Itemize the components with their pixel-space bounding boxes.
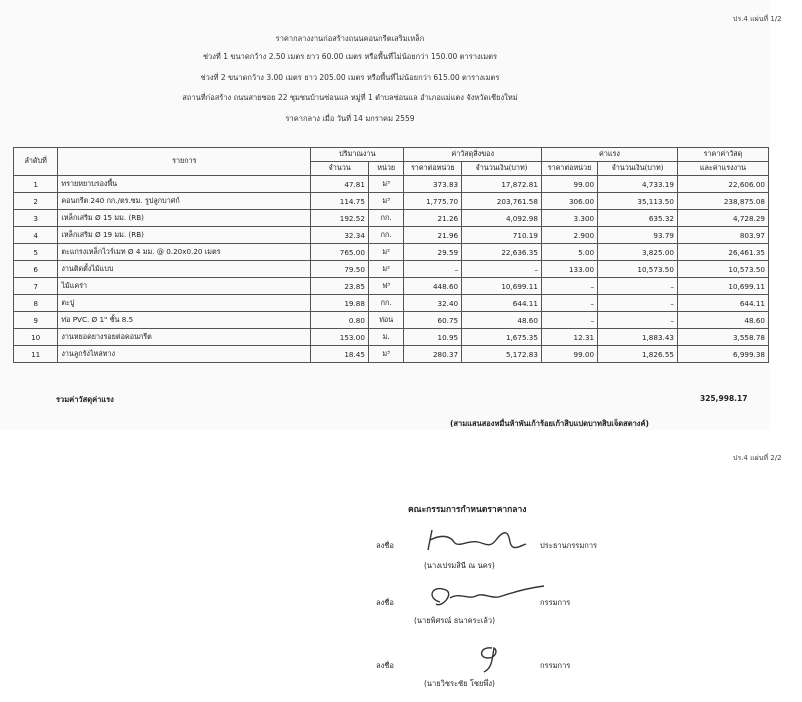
row-mat-price: 60.75 — [404, 312, 462, 329]
row-mat-amount: 5,172.83 — [462, 346, 542, 363]
row-lab-amount: 93.79 — [598, 227, 678, 244]
header-no: ลำดับที่ — [14, 148, 58, 176]
row-qty: 32.34 — [311, 227, 369, 244]
row-unit: กก. — [368, 227, 403, 244]
row-lab-amount: – — [598, 312, 678, 329]
row-item: งานติดตั้งไม้แบบ — [58, 261, 311, 278]
row-total: 26,461.35 — [677, 244, 768, 261]
row-mat-price: 1,775.70 — [404, 193, 462, 210]
row-mat-price: 280.37 — [404, 346, 462, 363]
row-lab-price: – — [541, 312, 597, 329]
row-mat-amount: 22,636.35 — [462, 244, 542, 261]
row-no: 7 — [14, 278, 58, 295]
row-unit: ม³ — [368, 176, 403, 193]
committee-title: คณะกรรมการกำหนดราคากลาง — [408, 505, 527, 515]
row-total: 803.97 — [677, 227, 768, 244]
row-total: 6,999.38 — [677, 346, 768, 363]
row-lab-amount: 3,825.00 — [598, 244, 678, 261]
row-lab-price: – — [541, 278, 597, 295]
row-total: 10,573.50 — [677, 261, 768, 278]
row-unit: ม³ — [368, 193, 403, 210]
header-total-2: และค่าแรงงาน — [677, 162, 768, 176]
row-lab-price: 5.00 — [541, 244, 597, 261]
row-lab-amount: 1,826.55 — [598, 346, 678, 363]
row-unit: ฟ³ — [368, 278, 403, 295]
header-quantity: ปริมาณงาน — [311, 148, 404, 162]
row-mat-amount: – — [462, 261, 542, 278]
row-mat-price: 373.83 — [404, 176, 462, 193]
table-row — [14, 346, 769, 363]
row-lab-price: 12.31 — [541, 329, 597, 346]
signature-3 — [470, 640, 510, 676]
row-mat-amount: 4,092.98 — [462, 210, 542, 227]
table-row — [14, 295, 769, 312]
sign-label-2: ลงชื่อ — [376, 598, 394, 607]
signer-role-2: กรรมการ — [540, 598, 571, 607]
table-row — [14, 176, 769, 193]
table-row — [14, 244, 769, 261]
row-unit: ท่อน — [368, 312, 403, 329]
row-mat-amount: 48.60 — [462, 312, 542, 329]
total-label: รวมค่าวัสดุค่าแรง — [56, 395, 114, 404]
row-item: ตะปู — [58, 295, 311, 312]
signer-role-1: ประธานกรรมการ — [540, 541, 598, 550]
row-mat-price: 448.60 — [404, 278, 462, 295]
header-labour: ค่าแรง — [541, 148, 677, 162]
signer-name-2: (นายพิศรณ์ ธนาคระเล้ว) — [414, 616, 496, 625]
row-lab-amount: – — [598, 295, 678, 312]
row-lab-amount: 10,573.50 — [598, 261, 678, 278]
row-lab-amount: 4,733.19 — [598, 176, 678, 193]
row-qty: 19.88 — [311, 295, 369, 312]
row-lab-price: 133.00 — [541, 261, 597, 278]
document-title: ราคากลางงานก่อสร้างถนนคอนกรีตเสริมเหล็ก — [275, 34, 425, 43]
table-row — [14, 210, 769, 227]
signature-1 — [420, 522, 530, 558]
row-mat-amount: 17,872.81 — [462, 176, 542, 193]
sign-label-1: ลงชื่อ — [376, 541, 394, 550]
header-lab-amount: จำนวนเงิน(บาท) — [598, 162, 678, 176]
header-qty-unit: หน่วย — [368, 162, 403, 176]
date-line: ราคากลาง เมื่อ วันที่ 14 มกราคม 2559 — [285, 114, 415, 123]
page-number-2: ปร.4 แผ่นที่ 2/2 — [733, 454, 782, 462]
row-qty: 765.00 — [311, 244, 369, 261]
row-unit: ม² — [368, 244, 403, 261]
page-number: ปร.4 แผ่นที่ 1/2 — [733, 15, 782, 23]
table-row — [14, 312, 769, 329]
cost-table — [13, 147, 769, 363]
section-1-line: ช่วงที่ 1 ขนาดกว้าง 2.50 เมตร ยาว 60.00 เมตร หรือพื้นที่ไม่น้อยกว่า 150.00 ตารางเมตร — [202, 52, 498, 61]
row-item: ท่อ PVC. Ø 1" ชั้น 8.5 — [58, 312, 311, 329]
row-total: 238,875.08 — [677, 193, 768, 210]
row-lab-price: 3.300 — [541, 210, 597, 227]
row-no: 3 — [14, 210, 58, 227]
row-lab-amount: – — [598, 278, 678, 295]
row-no: 8 — [14, 295, 58, 312]
header-mat-unit-price: ราคาต่อหน่วย — [404, 162, 462, 176]
row-qty: 23.85 — [311, 278, 369, 295]
total-in-words: (สามแสนสองหมื่นห้าพันเก้าร้อยเก้าสิบแปดบาทสิบเจ็ดสตางค์) — [450, 419, 649, 428]
row-total: 3,558.78 — [677, 329, 768, 346]
row-mat-price: – — [404, 261, 462, 278]
row-mat-amount: 710.19 — [462, 227, 542, 244]
row-unit: ม. — [368, 329, 403, 346]
row-item: เหล็กเสริม Ø 19 มม. (RB) — [58, 227, 311, 244]
row-mat-price: 21.96 — [404, 227, 462, 244]
row-lab-price: 99.00 — [541, 346, 597, 363]
row-total: 10,699.11 — [677, 278, 768, 295]
header-mat-amount: จำนวนเงิน(บาท) — [462, 162, 542, 176]
row-qty: 153.00 — [311, 329, 369, 346]
row-mat-price: 32.40 — [404, 295, 462, 312]
row-item: ตะแกรงเหล็กไวร์เมท Ø 4 มม. @ 0.20x0.20 เมตร — [58, 244, 311, 261]
row-mat-amount: 644.11 — [462, 295, 542, 312]
row-lab-price: – — [541, 295, 597, 312]
header-material: ค่าวัสดุสิ่งของ — [404, 148, 542, 162]
row-mat-amount: 203,761.58 — [462, 193, 542, 210]
row-unit: ม² — [368, 261, 403, 278]
row-no: 2 — [14, 193, 58, 210]
location-line: สถานที่ก่อสร้าง ถนนสายซอย 22 ชุมชนบ้านซ่อนแล หมู่ที่ 1 ตำบลซ่อนแล อำเภอแม่แตง จังหวัดเชียงใหม่ — [182, 93, 518, 102]
row-item: งานหยอดยางรอยต่อคอนกรีต — [58, 329, 311, 346]
row-lab-price: 99.00 — [541, 176, 597, 193]
signer-role-3: กรรมการ — [540, 661, 571, 670]
header-lab-unit-price: ราคาต่อหน่วย — [541, 162, 597, 176]
header-total: ราคาค่าวัสดุ — [677, 148, 768, 162]
row-no: 6 — [14, 261, 58, 278]
table-row — [14, 329, 769, 346]
header-item: รายการ — [58, 148, 311, 176]
table-row — [14, 193, 769, 210]
row-total: 4,728.29 — [677, 210, 768, 227]
row-item: ทรายหยาบรองพื้น — [58, 176, 311, 193]
row-lab-price: 306.00 — [541, 193, 597, 210]
row-no: 9 — [14, 312, 58, 329]
row-mat-price: 21.26 — [404, 210, 462, 227]
row-mat-amount: 1,675.35 — [462, 329, 542, 346]
row-no: 10 — [14, 329, 58, 346]
total-value: 325,998.17 — [700, 394, 748, 403]
row-unit: ม³ — [368, 346, 403, 363]
row-qty: 192.52 — [311, 210, 369, 227]
row-qty: 0.80 — [311, 312, 369, 329]
row-item: เหล็กเสริม Ø 15 มม. (RB) — [58, 210, 311, 227]
row-total: 22,606.00 — [677, 176, 768, 193]
row-total: 644.11 — [677, 295, 768, 312]
row-no: 1 — [14, 176, 58, 193]
table-row — [14, 278, 769, 295]
row-unit: กก. — [368, 295, 403, 312]
section-2-line: ช่วงที่ 2 ขนาดกว้าง 3.00 เมตร ยาว 205.00 เมตร หรือพื้นที่ไม่น้อยกว่า 615.00 ตารางเมตร — [200, 73, 500, 82]
row-qty: 114.75 — [311, 193, 369, 210]
row-total: 48.60 — [677, 312, 768, 329]
signer-name-3: (นายวิชระชัย โชยพึ่ง) — [424, 679, 495, 688]
row-no: 11 — [14, 346, 58, 363]
table-row — [14, 261, 769, 278]
row-lab-amount: 635.32 — [598, 210, 678, 227]
row-item: งานลูกรังไหล่ทาง — [58, 346, 311, 363]
row-qty: 79.50 — [311, 261, 369, 278]
header-qty-amount: จำนวน — [311, 162, 369, 176]
sign-label-3: ลงชื่อ — [376, 661, 394, 670]
row-no: 4 — [14, 227, 58, 244]
table-row — [14, 227, 769, 244]
row-item: คอนกรีต 240 กก./ตร.ซม. รูปลูกบาศก์ — [58, 193, 311, 210]
row-mat-price: 10.95 — [404, 329, 462, 346]
signature-2 — [420, 580, 550, 614]
row-qty: 47.81 — [311, 176, 369, 193]
row-no: 5 — [14, 244, 58, 261]
row-unit: กก. — [368, 210, 403, 227]
row-mat-amount: 10,699.11 — [462, 278, 542, 295]
row-lab-amount: 1,883.43 — [598, 329, 678, 346]
row-lab-amount: 35,113.50 — [598, 193, 678, 210]
row-lab-price: 2.900 — [541, 227, 597, 244]
signer-name-1: (นางเปรมสินี ณ นคร) — [424, 561, 495, 570]
row-item: ไม้แคร่า — [58, 278, 311, 295]
row-mat-price: 29.59 — [404, 244, 462, 261]
row-qty: 18.45 — [311, 346, 369, 363]
